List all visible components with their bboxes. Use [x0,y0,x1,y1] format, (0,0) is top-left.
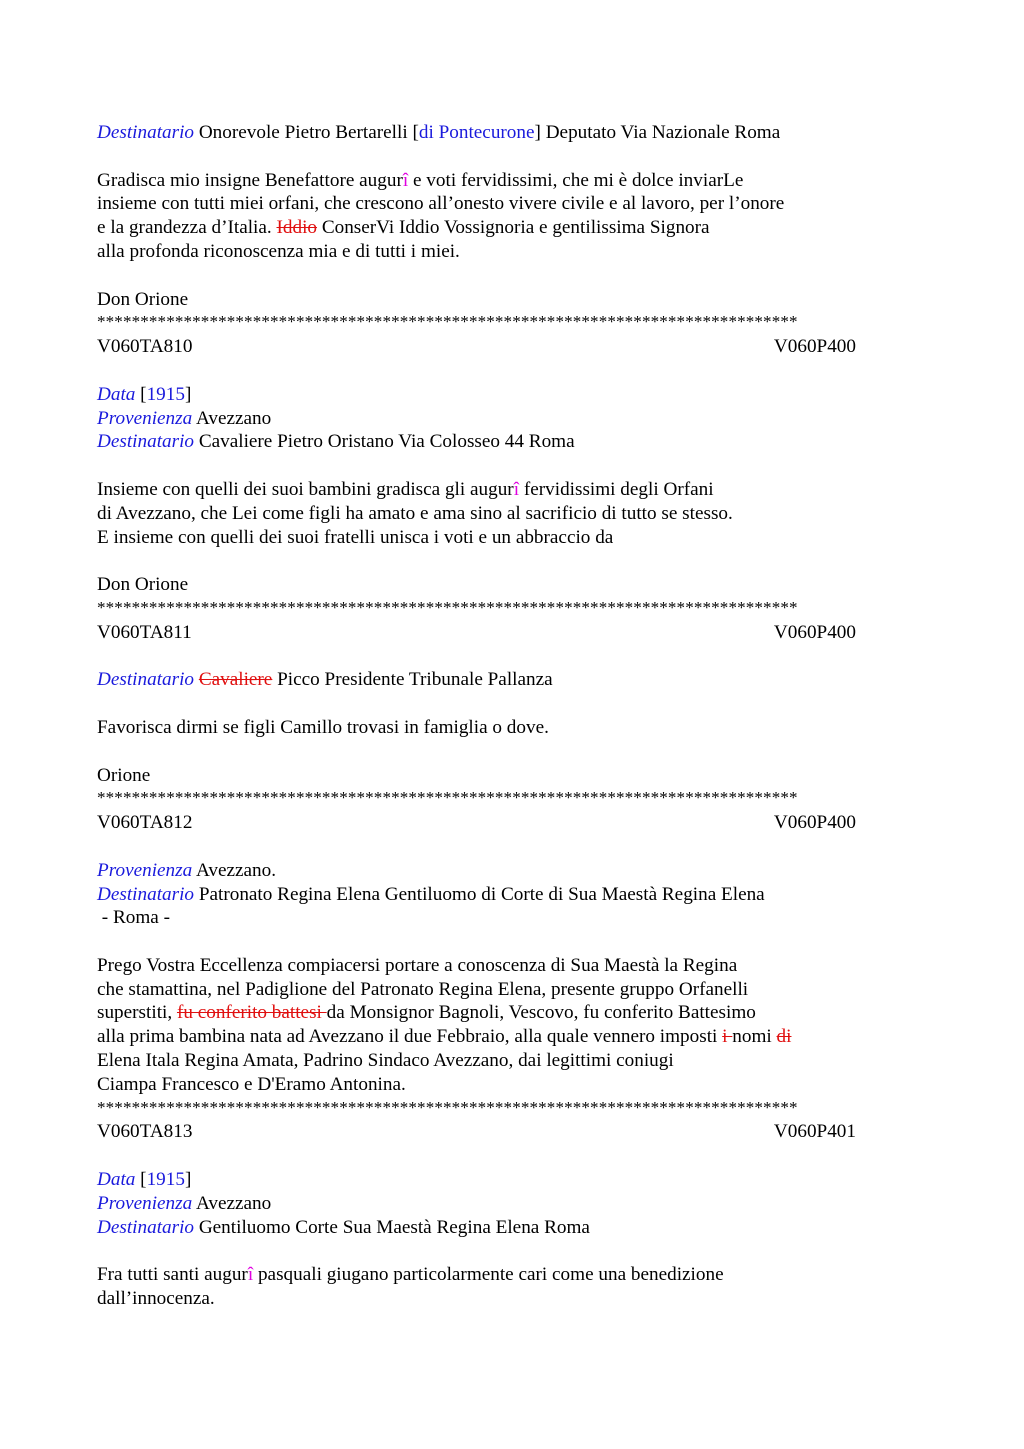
body-text: fervidissimi degli Orfani [519,478,714,500]
body-text: e voti fervidissimi, che mi è dolce inviarLe [408,169,744,191]
document-id: V060TA812 [97,812,193,834]
body-line: insieme con tutti miei orfani, che crescono all’onesto vivere civile e al lavoro, per l’onore [97,193,785,215]
recipient-line [97,883,927,907]
document-id-row [97,1120,856,1144]
recipient-label: Destinatario [97,669,195,691]
bracket: ] [184,383,192,405]
origin-line [97,859,927,883]
deleted-text: Cavaliere [198,669,273,691]
origin-text: Avezzano [192,1192,272,1214]
bracket: ] [184,1169,192,1191]
body-text: superstiti, [97,1002,177,1024]
page-id: V060P401 [773,1121,856,1143]
body-line [97,478,927,502]
body-line [97,1001,927,1025]
body-text: Fra tutti santi augur [97,1264,248,1286]
deleted-text: fu conferito battesi [176,1002,327,1024]
date-line [97,383,927,407]
body-line [97,1025,927,1049]
date-label: Data [97,1169,136,1191]
date-value: 1915 [146,1169,185,1191]
date-line [97,1168,927,1192]
origin-label: Provenienza [97,407,193,429]
body-text: da Monsignor Bagnoli, Vescovo, fu conferito Battesimo [326,1002,756,1024]
date-label: Data [97,383,136,405]
accent-mark: î [247,1264,254,1286]
recipient-label: Destinatario [97,1216,195,1238]
signature: Don Orione [97,288,189,310]
body-line: Favorisca dirmi se figli Camillo trovasi in famiglia o dove. [97,716,549,738]
body-line: Prego Vostra Eccellenza compiacersi portare a conoscenza di Sua Maestà la Regina [97,954,738,976]
origin-label: Provenienza [97,859,193,881]
recipient-text: Cavaliere Pietro Oristano Via Colosseo 44 Roma [194,431,575,453]
deleted-text: Iddio [276,217,318,239]
body-line: alla profonda riconoscenza mia e di tutti i miei. [97,240,460,262]
document-id-row [97,621,856,645]
page-id: V060P400 [773,621,856,643]
separator: ********************************************************************************* [97,312,798,332]
body-line [97,216,927,240]
recipient-editorial-note: di Pontecurone [418,122,535,143]
body-text: e la grandezza d’Italia. [97,217,277,239]
recipient-line [97,668,927,692]
deleted-text: i [722,1026,733,1048]
recipient-text: Gentiluomo Corte Sua Maestà Regina Elena Roma [194,1216,590,1238]
deleted-text: di [776,1026,792,1048]
separator: ********************************************************************************* [97,1097,798,1117]
body-text: Gradisca mio insigne Benefattore augur [97,169,403,191]
recipient-label: Destinatario [97,431,195,453]
document-page [97,121,927,1311]
document-id-row [97,335,856,359]
separator: ********************************************************************************* [97,597,798,617]
document-id: V060TA811 [97,621,192,643]
recipient-label: Destinatario [97,122,195,143]
recipient-text: Onorevole Pietro Bertarelli [ [198,122,419,143]
recipient-label: Destinatario [97,883,195,905]
body-text: alla prima bambina nata ad Avezzano il due Febbraio, alla quale vennero imposti [97,1026,723,1048]
body-text: nomi [732,1026,777,1048]
accent-mark: î [402,169,409,191]
origin-label: Provenienza [97,1192,193,1214]
signature: Orione [97,764,151,786]
document-id-row [97,811,856,835]
accent-mark: î [513,478,520,500]
body-text: pasquali giugano particolarmente cari come una benedizione [253,1264,724,1286]
page-id: V060P400 [773,812,856,834]
recipient-text: Patronato Regina Elena Gentiluomo di Corte di Sua Maestà Regina Elena [194,883,765,905]
body-line [97,169,927,193]
origin-text: Avezzano. [192,859,277,881]
signature: Don Orione [97,574,189,596]
recipient-line [97,430,927,454]
date-value: 1915 [146,383,185,405]
body-line: che stamattina, nel Padiglione del Patronato Regina Elena, presente gruppo Orfanelli [97,978,749,1000]
body-line: dall’innocenza. [97,1288,215,1310]
bracket: [ [135,1169,147,1191]
origin-line [97,1192,927,1216]
recipient-line [97,121,927,145]
body-line [97,1263,927,1287]
separator: ********************************************************************************* [97,788,798,808]
recipient-text-end: ] Deputato Via Nazionale Roma [534,122,781,143]
recipient-text: Picco Presidente Tribunale Pallanza [272,669,553,691]
origin-line [97,407,927,431]
recipient-line-2: - Roma - [97,907,171,929]
body-line: di Avezzano, che Lei come figli ha amato e ama sino al sacrificio di tutto se stesso. [97,502,733,524]
body-text: ConserVi Iddio Vossignoria e gentilissima Signora [317,217,710,239]
body-text: Insieme con quelli dei suoi bambini gradisca gli augur [97,478,514,500]
page-id: V060P400 [773,336,856,358]
document-id: V060TA810 [97,336,193,358]
recipient-line [97,1216,927,1240]
body-line: Elena Itala Regina Amata, Padrino Sindaco Avezzano, dai legittimi coniugi [97,1050,674,1072]
origin-text: Avezzano [192,407,272,429]
bracket: [ [135,383,147,405]
document-id: V060TA813 [97,1121,193,1143]
body-line: E insieme con quelli dei suoi fratelli unisca i voti e un abbraccio da [97,526,614,548]
body-line: Ciampa Francesco e D'Eramo Antonina. [97,1073,406,1095]
